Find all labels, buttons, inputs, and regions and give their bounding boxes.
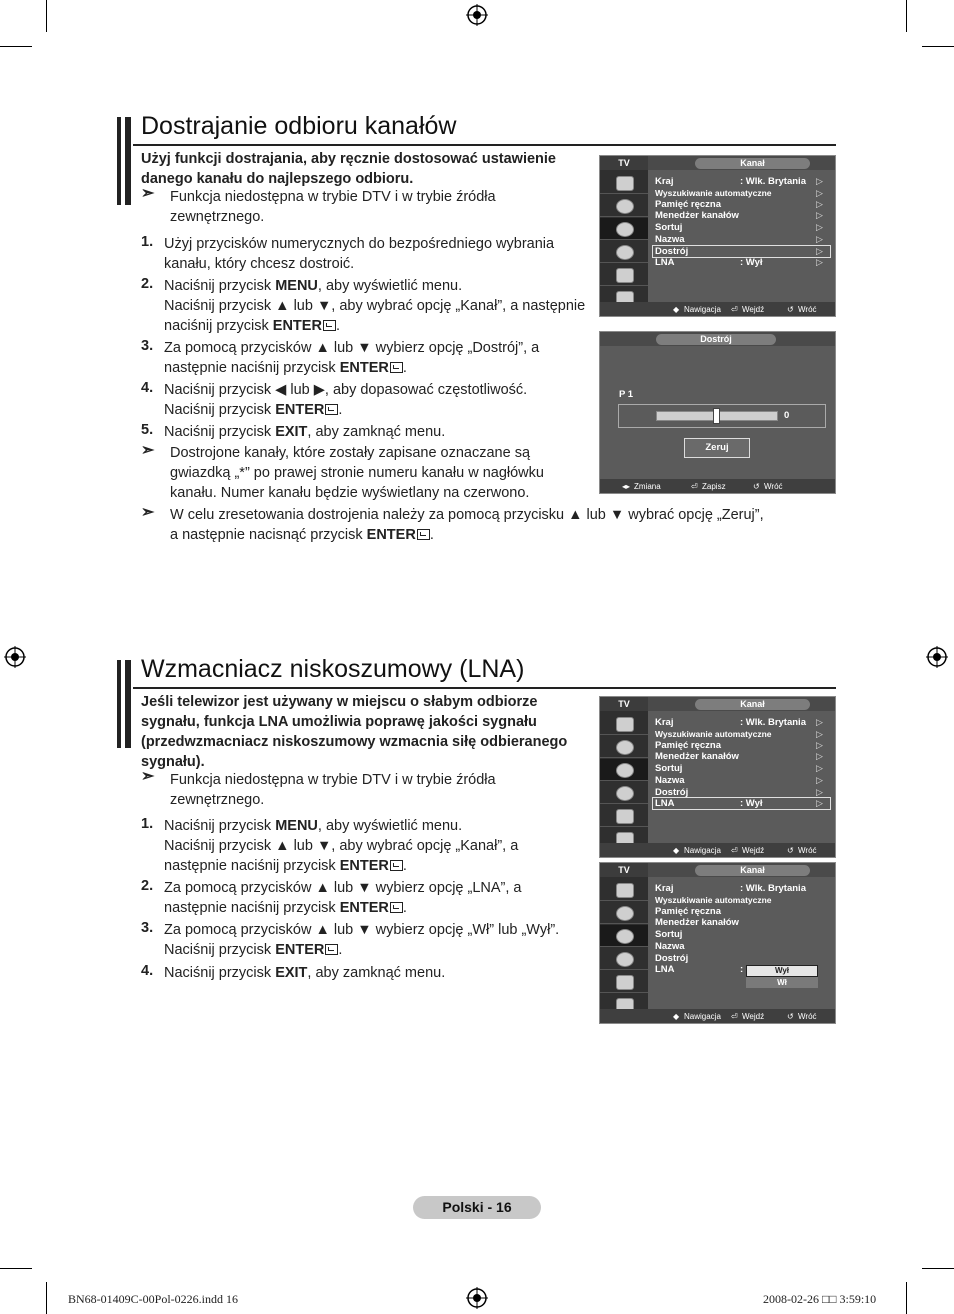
enter-icon	[325, 404, 338, 415]
registration-mark-icon	[4, 646, 26, 668]
footer-back: Wróć	[798, 1012, 817, 1021]
step-text-part: , aby zamknąć menu.	[307, 965, 446, 981]
note-arrow-icon: ➣	[141, 185, 155, 202]
menu-item[interactable]: Nazwa	[655, 941, 685, 952]
satellite-icon	[616, 763, 634, 778]
gear-icon	[616, 952, 634, 967]
key-label: ENTER	[339, 900, 389, 916]
menu-item[interactable]: Wyszukiwanie automatyczne	[655, 895, 772, 905]
arrow-right-icon: ▷	[816, 188, 823, 198]
footer-enter: Wejdź	[742, 305, 765, 314]
sidebar-item-channel[interactable]	[600, 218, 648, 240]
channel-label: P 1	[619, 389, 634, 400]
registration-mark-icon	[466, 4, 488, 26]
note-text-part: a następnie nacisnąć przycisk	[170, 527, 367, 543]
trim-mark	[0, 46, 32, 47]
note-text: Funkcja niedostępna w trybie DTV i w trybie źródła zewnętrznego.	[170, 772, 496, 808]
navigate-icon: ◆	[673, 305, 680, 314]
footer-nav: Nawigacja	[684, 1012, 721, 1021]
footer-back: Wróć	[764, 482, 783, 491]
sidebar-item-input[interactable]	[600, 264, 648, 286]
step-text-part: Naciśnij przycisk	[164, 965, 276, 981]
tv-label: TV	[600, 863, 648, 877]
satellite-icon	[616, 222, 634, 237]
arrow-right-icon: ▷	[816, 222, 823, 232]
registration-mark-icon	[926, 646, 948, 668]
satellite-icon	[616, 929, 634, 944]
menu-value: : Wlk. Brytania	[740, 883, 806, 894]
step-text-part: następnie naciśnij przycisk	[164, 858, 340, 874]
menu-sidebar	[600, 877, 648, 1009]
section-intro: Jeśli telewizor jest używany w miejscu o słabym odbiorze sygnału, funkcja LNA umożliwia poprawę jakości sygnału (przedwzmacniacz niskoszumowy wzmacnia siłę odbieranego sygnału).	[141, 694, 568, 770]
key-label: ENTER	[272, 318, 322, 334]
trim-mark	[906, 0, 907, 32]
menu-item[interactable]: Pamięć ręczna	[655, 199, 722, 210]
menu-value: : Wył	[740, 798, 763, 809]
section-bar	[125, 660, 131, 748]
note-text: Dostrojone kanały, które zostały zapisane oznaczane są gwiazdką „*” po prawej stronie numeru kanału w nagłówku kanału. Numer kanału będzie wyświetlany na czerwono.	[170, 445, 544, 501]
menu-item[interactable]: Dostrój	[655, 787, 689, 798]
note-text-part: .	[429, 527, 434, 543]
step-text-part: .	[402, 360, 407, 376]
footer-back: Wróć	[798, 846, 817, 855]
section-intro: Użyj funkcji dostrajania, aby ręcznie dostosować ustawienie danego kanału do najlepszego odbioru.	[141, 151, 556, 187]
note-text-part: W celu zresetowania dostrojenia należy za pomocą przycisku ▲ lub ▼ wybrać opcję „Zeruj”,	[170, 507, 764, 523]
menu-sidebar	[600, 170, 648, 302]
step-text	[164, 276, 604, 336]
sidebar-item-picture[interactable]	[600, 879, 648, 901]
menu-footer	[600, 302, 835, 316]
menu-item-selected[interactable]: LNA	[655, 798, 675, 809]
step-text-part: , aby wyświetlić menu.	[317, 278, 463, 294]
menu-header: Kanał	[695, 865, 810, 876]
step-text-part: następnie naciśnij przycisk	[164, 360, 340, 376]
menu-footer	[600, 843, 835, 857]
step-text-part: , aby wyświetlić menu.	[317, 818, 463, 834]
step-text-part: .	[338, 942, 343, 958]
registration-mark-icon	[466, 1287, 488, 1309]
menu-item[interactable]: Kraj	[655, 883, 674, 894]
note-text	[170, 505, 810, 545]
step-text	[164, 422, 584, 442]
footer-back: Wróć	[798, 305, 817, 314]
sidebar-item-input[interactable]	[600, 805, 648, 827]
menu-item[interactable]: Sortuj	[655, 763, 683, 774]
step-number: 2.	[141, 878, 154, 894]
title-rule	[133, 144, 836, 146]
section-bar	[117, 117, 121, 205]
key-label: ENTER	[275, 942, 325, 958]
arrow-right-icon: ▷	[816, 210, 823, 220]
arrow-right-icon: ▷	[816, 751, 823, 761]
arrow-right-icon: ▷	[816, 246, 823, 256]
footer-move: Zmiana	[634, 482, 661, 491]
note-arrow-icon: ➣	[141, 768, 155, 785]
gear-icon	[616, 245, 634, 260]
step-text-part: Naciśnij przycisk ▲ lub ▼, aby wybrać opcję „Kanał”, a następnie	[164, 298, 586, 314]
menu-item[interactable]: Nazwa	[655, 775, 685, 786]
return-icon: ↺	[787, 846, 794, 855]
sidebar-item-picture[interactable]	[600, 172, 648, 194]
step-text	[164, 878, 584, 918]
picture-icon	[616, 176, 634, 191]
key-label: ENTER	[275, 402, 325, 418]
reset-button[interactable]: Zeruj	[684, 438, 750, 458]
step-text-part: Za pomocą przycisków ▲ lub ▼ wybierz opcję „Wł” lub „Wył”.	[164, 922, 560, 938]
sound-icon	[616, 740, 634, 755]
step-number: 4.	[141, 380, 154, 396]
menu-item[interactable]: Pamięć ręczna	[655, 906, 722, 917]
step-text	[164, 816, 584, 876]
arrow-right-icon: ▷	[816, 729, 823, 739]
step-number: 3.	[141, 920, 154, 936]
sidebar-item-setup[interactable]	[600, 948, 648, 970]
arrow-right-icon: ▷	[816, 798, 823, 808]
footer-enter: Wejdź	[742, 1012, 765, 1021]
step-text-part: .	[338, 402, 343, 418]
return-icon: ↺	[787, 305, 794, 314]
key-label: ENTER	[339, 858, 389, 874]
step-text-part: Naciśnij przycisk ◀ lub ▶, aby dopasować częstotliwość.	[164, 382, 528, 398]
section-title: Dostrajanie odbioru kanałów	[141, 112, 457, 140]
key-label: MENU	[275, 818, 318, 834]
step-number: 3.	[141, 338, 154, 354]
step-text-part: Naciśnij przycisk	[164, 278, 276, 294]
tv-label: TV	[600, 156, 648, 170]
step-text-part: .	[402, 858, 407, 874]
trim-mark	[906, 1282, 907, 1314]
trim-mark	[0, 1268, 32, 1269]
menu-item[interactable]: Kraj	[655, 176, 674, 187]
dropdown-option-selected[interactable]: Wył	[746, 965, 818, 977]
enter-icon	[390, 860, 403, 871]
menu-item[interactable]: Menedżer kanałów	[655, 751, 739, 762]
step-text	[164, 920, 584, 960]
footer-nav: Nawigacja	[684, 846, 721, 855]
fine-tune-value: 0	[784, 410, 790, 421]
footer-nav: Nawigacja	[684, 305, 721, 314]
menu-item[interactable]: Wyszukiwanie automatyczne	[655, 188, 772, 198]
menu-header: Kanał	[695, 699, 810, 710]
trim-mark	[46, 0, 47, 32]
screen-footer	[600, 479, 835, 493]
step-text-part: .	[402, 900, 407, 916]
step-text-part: Naciśnij przycisk	[164, 402, 276, 418]
input-icon	[616, 268, 634, 283]
sidebar-item-input[interactable]	[600, 971, 648, 993]
step-text: Użyj przycisków numerycznych do bezpośredniego wybrania kanału, który chcesz dostroić.	[164, 236, 555, 272]
step-text	[164, 380, 584, 420]
footer-save: Zapisz	[702, 482, 726, 491]
enter-icon	[323, 320, 336, 331]
enter-icon	[390, 362, 403, 373]
sidebar-item-picture[interactable]	[600, 713, 648, 735]
sound-icon	[616, 906, 634, 921]
step-text	[164, 963, 584, 983]
enter-icon: ⏎	[731, 846, 738, 855]
step-text	[164, 338, 584, 378]
step-text-part: następnie naciśnij przycisk	[164, 900, 340, 916]
menu-value: : Wlk. Brytania	[740, 717, 806, 728]
note-arrow-icon: ➣	[141, 442, 155, 459]
arrow-right-icon: ▷	[816, 740, 823, 750]
key-label: EXIT	[275, 424, 308, 440]
arrow-right-icon: ▷	[816, 257, 823, 267]
input-icon	[616, 809, 634, 824]
step-text-part: Za pomocą przycisków ▲ lub ▼ wybierz opcję „LNA”, a	[164, 880, 522, 896]
sidebar-item-channel[interactable]	[600, 759, 648, 781]
return-icon: ↺	[753, 482, 760, 491]
step-text-part: Naciśnij przycisk	[164, 942, 276, 958]
step-text-part: Naciśnij przycisk	[164, 818, 276, 834]
enter-icon	[325, 944, 338, 955]
arrow-right-icon: ▷	[816, 763, 823, 773]
menu-header: Kanał	[695, 158, 810, 169]
menu-colon: :	[740, 964, 744, 975]
navigate-icon: ◆	[673, 1012, 680, 1021]
left-right-icon: ◂▸	[622, 482, 631, 491]
tv-menu-screen	[599, 155, 836, 317]
arrow-right-icon: ▷	[816, 176, 823, 186]
trim-mark	[922, 46, 954, 47]
enter-icon: ⏎	[731, 1012, 738, 1021]
tv-menu-screen	[599, 862, 836, 1024]
menu-item[interactable]: LNA	[655, 257, 675, 268]
menu-item[interactable]: Menedżer kanałów	[655, 917, 739, 928]
key-label: ENTER	[339, 360, 389, 376]
file-slug: BN68-01409C-00Pol-0226.indd 16	[68, 1292, 239, 1306]
screen-header: Dostrój	[656, 334, 776, 345]
menu-item[interactable]: Sortuj	[655, 929, 683, 940]
sidebar-item-setup[interactable]	[600, 782, 648, 804]
arrow-right-icon: ▷	[816, 234, 823, 244]
step-text-part: .	[335, 318, 340, 334]
sidebar-item-setup[interactable]	[600, 241, 648, 263]
step-number: 1.	[141, 816, 154, 832]
section-bar	[117, 660, 121, 748]
enter-icon	[390, 902, 403, 913]
step-number: 2.	[141, 276, 154, 292]
menu-sidebar	[600, 711, 648, 843]
arrow-right-icon: ▷	[816, 717, 823, 727]
enter-icon: ⏎	[731, 305, 738, 314]
enter-icon	[417, 529, 430, 540]
step-number: 4.	[141, 963, 154, 979]
sidebar-item-channel[interactable]	[600, 925, 648, 947]
picture-icon	[616, 717, 634, 732]
return-icon: ↺	[787, 1012, 794, 1021]
section-title: Wzmacniacz niskoszumowy (LNA)	[141, 655, 525, 683]
menu-value: : Wył	[740, 257, 763, 268]
arrow-right-icon: ▷	[816, 199, 823, 209]
sound-icon	[616, 199, 634, 214]
input-icon	[616, 975, 634, 990]
menu-item[interactable]: Wyszukiwanie automatyczne	[655, 729, 772, 739]
navigate-icon: ◆	[673, 846, 680, 855]
sidebar-item-sound[interactable]	[600, 195, 648, 217]
key-label: MENU	[275, 278, 318, 294]
arrow-right-icon: ▷	[816, 787, 823, 797]
step-number: 5.	[141, 422, 154, 438]
fine-tune-screen	[599, 331, 836, 494]
key-label: EXIT	[275, 965, 308, 981]
dropdown-option[interactable]: Wł	[746, 977, 818, 988]
menu-item[interactable]: Sortuj	[655, 222, 683, 233]
tv-label: TV	[600, 697, 648, 711]
key-label: ENTER	[366, 527, 416, 543]
trim-mark	[922, 1268, 954, 1269]
page-number: Polski - 16	[413, 1196, 541, 1219]
slider-handle[interactable]	[713, 408, 720, 424]
tv-menu-screen	[599, 696, 836, 858]
step-text-part: naciśnij przycisk	[164, 318, 273, 334]
title-rule	[133, 687, 836, 689]
step-text-part: , aby zamknąć menu.	[307, 424, 446, 440]
menu-item[interactable]: Nazwa	[655, 234, 685, 245]
footer-enter: Wejdź	[742, 846, 765, 855]
step-text-part: Naciśnij przycisk	[164, 424, 276, 440]
menu-footer	[600, 1009, 835, 1023]
sidebar-item-sound[interactable]	[600, 902, 648, 924]
arrow-right-icon: ▷	[816, 775, 823, 785]
note-arrow-icon: ➣	[141, 504, 155, 521]
menu-item[interactable]: Kraj	[655, 717, 674, 728]
step-text-part: Naciśnij przycisk ▲ lub ▼, aby wybrać opcję „Kanał”, a	[164, 838, 519, 854]
menu-item[interactable]: Pamięć ręczna	[655, 740, 722, 751]
menu-item[interactable]: Menedżer kanałów	[655, 210, 739, 221]
enter-icon: ⏎	[691, 482, 698, 491]
menu-item-selected[interactable]: Dostrój	[655, 246, 689, 257]
sidebar-item-sound[interactable]	[600, 736, 648, 758]
menu-item[interactable]: LNA	[655, 964, 675, 975]
menu-item[interactable]: Dostrój	[655, 953, 689, 964]
trim-mark	[46, 1282, 47, 1314]
gear-icon	[616, 786, 634, 801]
picture-icon	[616, 883, 634, 898]
note-text: Funkcja niedostępna w trybie DTV i w trybie źródła zewnętrznego.	[170, 189, 496, 225]
step-number: 1.	[141, 234, 154, 250]
section-bar	[125, 117, 131, 205]
date-slug: 2008-02-26 □□ 3:59:10	[763, 1292, 877, 1306]
menu-value: : Wlk. Brytania	[740, 176, 806, 187]
step-text-part: Za pomocą przycisków ▲ lub ▼ wybierz opcję „Dostrój”, a	[164, 340, 540, 356]
